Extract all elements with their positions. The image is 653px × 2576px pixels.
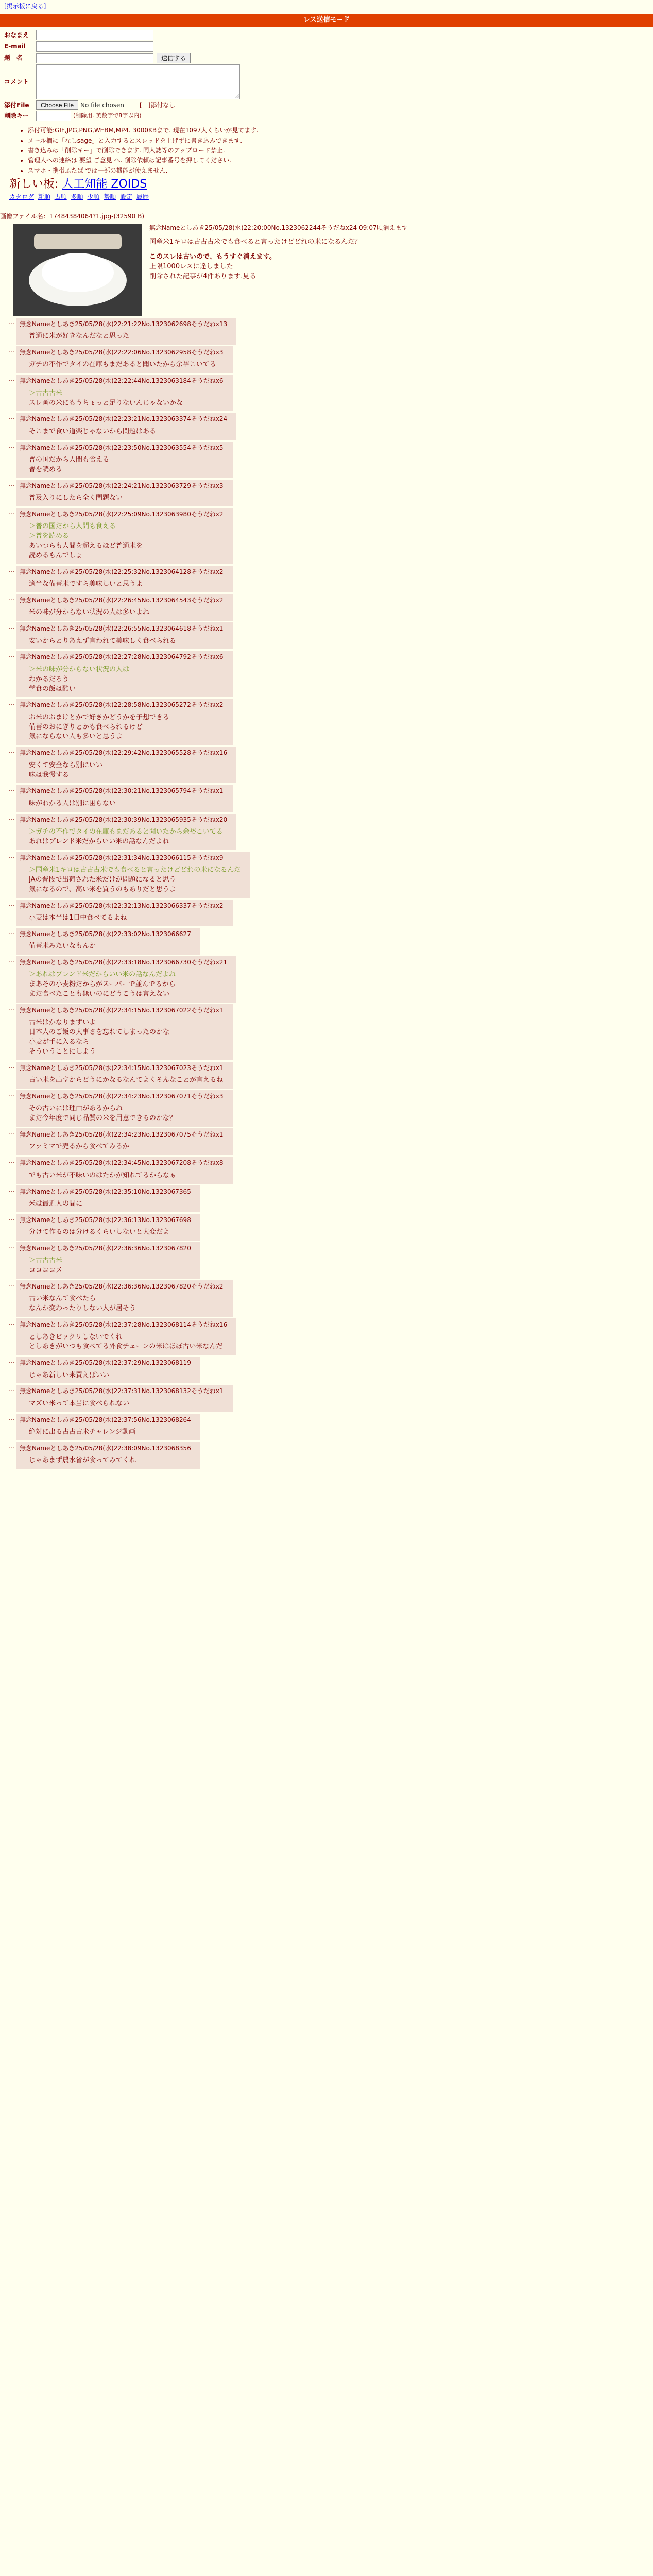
post-header[interactable]: 無念Nameとしあき25/05/28(水)22:36:36No.1323067820そうだねx2 [20,1283,224,1291]
post-line: としあきがいつも食べてる外食チェーンの米はほぼ古い米なんだ [29,1343,223,1351]
post-line: 味は我慢する [29,771,70,779]
post-body [29,713,224,742]
post-header[interactable]: 無念Nameとしあき25/05/28(水)22:27:28No.1323064792そうだねx6 [20,653,224,661]
post-header[interactable]: 無念Nameとしあき25/05/28(水)22:35:10No.1323067365 [20,1188,191,1195]
post-box [16,1062,233,1089]
post-line: 安くて安全なら別にいい [29,761,103,769]
post-line: 学食の飯は酷い [29,685,76,693]
name-input[interactable] [36,30,153,40]
name-label: おなまえ [4,31,29,39]
post-row [0,413,653,439]
post-dots: … [8,594,14,602]
password-note: (削除用. 英数字で8字以内) [73,112,142,120]
post-box [16,1214,200,1241]
post-row [0,699,653,745]
post-box [16,1280,233,1317]
post-body [29,827,227,847]
post-body [29,580,224,589]
post-box [16,1385,233,1412]
post-line: 読めるもんでしょ [29,551,83,560]
op-header: 無念Nameとしあき25/05/28(水)22:20:00No.1323062244そうだねx24 09:07頃消えます [149,224,408,231]
post-box [16,346,233,373]
post-line: マズい米って本当に食べられない [29,1399,130,1408]
post-header[interactable]: 無念Nameとしあき25/05/28(水)22:37:28No.1323068114そうだねx16 [20,1321,228,1329]
post-header[interactable]: 無念Nameとしあき25/05/28(水)22:29:42No.1323065528そうだねx16 [20,749,228,757]
post-box [16,1242,200,1279]
post-header[interactable]: 無念Nameとしあき25/05/28(水)22:30:21No.1323065794そうだねx1 [20,787,224,795]
post-header[interactable]: 無念Nameとしあき25/05/28(水)22:26:55No.1323064618そうだねx1 [20,625,224,633]
post-box [16,785,233,811]
post-line: 備蓄のおにぎりとかも食べられるけど [29,723,143,731]
post-header[interactable]: 無念Nameとしあき25/05/28(水)22:37:56No.1323068264 [20,1416,191,1423]
mode-bar: レス送信モード [0,14,653,27]
post-line: あいつらも人間を超えるほど普通米を [29,542,143,550]
post-line: 古い米なんて食べたら [29,1295,96,1303]
password-label: 削除キー [4,112,29,120]
post-quote: ＞古古古米 [29,1257,63,1265]
post-line: 備蓄米みたいなもんか [29,942,96,951]
post-body [29,1142,224,1152]
post-body [29,1199,191,1209]
post-body [29,1333,227,1352]
post-header[interactable]: 無念Nameとしあき25/05/28(水)22:34:23No.1323067075そうだねx1 [20,1131,224,1139]
op-rice-image[interactable] [13,224,142,316]
post-dots: … [8,785,14,793]
post-body [29,1171,224,1181]
post-quote: ＞普を読める [29,532,70,540]
op-file-line: 画像ファイル名：17484384064?1.jpg-(32590 B) [0,213,145,221]
post-row [0,900,653,926]
post-box [16,900,233,926]
post-header[interactable]: 無念Nameとしあき25/05/28(水)22:21:22No.1323062698そうだねx13 [20,320,228,328]
sort-few-link[interactable]: 少順 [87,193,100,201]
post-line: じゃあまず農水省が食ってみてくれ [29,1456,136,1465]
post-body [29,427,227,437]
post-body [29,608,224,618]
post-dots: … [8,747,14,755]
info-item: • 書き込みは「削除キー」で削除できます. 同人誌等のアップロード禁止. [28,146,653,155]
post-box [16,651,233,697]
post-body [29,389,224,409]
post-line: じゃあ新しい米買えばいい [29,1371,110,1379]
post-dots: … [8,442,14,449]
post-line: 適当な備蓄米ですら美味しいと思うよ [29,580,143,588]
post-box [16,1414,200,1440]
post-box [16,1004,233,1060]
post-line: そういうことにしよう [29,1047,96,1056]
post-line: 味がわかる人は別に困らない [29,799,116,807]
post-body [29,494,224,503]
password-row [4,111,653,121]
post-line: まだ食べたことも無いのにどうこうは言えない [29,990,170,998]
post-body [29,1294,224,1314]
op-line: 国産米1キロは古古古米でも食べると言ったけどどれの米になるんだ？ [149,238,362,246]
post-dots: … [8,1157,14,1165]
post-dots: … [8,651,14,659]
post-box [16,814,236,850]
post-line: 普通に米が好きなんだなと思った [29,332,130,341]
password-input[interactable] [36,111,71,121]
back-link-row [0,0,653,13]
op-line: このスレは古いので、もうすぐ消えます。 [149,253,276,261]
choose-file-button[interactable]: Choose File [36,100,78,110]
post-box [16,1128,233,1155]
post-header[interactable]: 無念Nameとしあき25/05/28(水)22:23:50No.1323063554そうだねx5 [20,444,224,451]
file-label: 添付File [4,101,29,109]
post-body [29,799,224,809]
comment-row [4,64,653,99]
post-header[interactable]: 無念Nameとしあき25/05/28(水)22:36:36No.1323067820 [20,1244,191,1252]
post-row [0,852,653,898]
post-row [0,375,653,411]
post-dots: … [8,900,14,907]
post-body [29,866,240,895]
post-row [0,651,653,697]
post-row [0,956,653,1003]
post-row [0,594,653,621]
name-row [4,30,653,40]
op-text [149,224,408,316]
post-header[interactable]: 無念Nameとしあき25/05/28(水)22:24:21No.1323063729そうだねx3 [20,482,224,489]
post-dots: … [8,413,14,421]
back-to-board-link[interactable]: [掲示板に戻る] [4,3,46,10]
op-line: 上限1000レスに達しました [149,262,233,270]
post-row [0,747,653,783]
post-header[interactable]: 無念Nameとしあき25/05/28(水)22:34:15No.1323067022そうだねx1 [20,1006,224,1014]
post-row [0,1318,653,1355]
post-row [0,814,653,850]
subject-row [4,53,653,63]
post-box [16,1442,200,1469]
post-header[interactable]: 無念Nameとしあき25/05/28(水)22:36:13No.1323067698 [20,1216,191,1224]
post-line: まあその小麦粉だからがスーパーで並んでるから [29,980,176,989]
post-line: そこまで食い道楽じゃないから問題はある [29,427,157,435]
info-item: • 添付可能:GIF,JPG,PNG,WEBM,MP4. 3000KBまで. 現在1097人くらいが見てます. [28,126,653,135]
post-line: 古い米を出すからどうにかなるなんてよくそんなことが言えるね [29,1076,224,1084]
post-line: ファミマで売るから食べてみるか [29,1143,129,1151]
post-line: 小麦は本当は1日中食べてるよね [29,913,127,922]
op-line: 削除された記事が4件あります.見る [149,272,256,280]
post-line: 普を読める [29,465,63,473]
post-line: わかるだろう [29,675,70,683]
post-row [0,1357,653,1383]
post-header[interactable]: 無念Nameとしあき25/05/28(水)22:34:23No.1323067071そうだねx3 [20,1092,224,1100]
post-row [0,442,653,478]
post-header[interactable]: 無念Nameとしあき25/05/28(水)22:34:45No.1323067208そうだねx8 [20,1159,224,1167]
post-dots: … [8,1385,14,1393]
post-row [0,318,653,345]
post-body [29,455,224,475]
subject-label: 題 名 [4,54,23,62]
category-links [9,193,653,201]
post-line: JAの普段で出荷された米だけが問題になると思う [29,875,176,884]
post-dots: … [8,1090,14,1098]
post-line: ガチの不作でタイの在庫もまだあると聞いたから余裕こいてる [29,361,216,369]
post-body [29,522,224,561]
post-line: 日本人のご飯の大事さを忘れてしまったのかな [29,1028,170,1037]
post-row [0,622,653,649]
post-row [0,1128,653,1155]
post-dots: … [8,566,14,573]
post-dots: … [8,318,14,326]
settings-link[interactable]: 設定 [120,193,133,201]
post-dots: … [8,814,14,821]
post-line: 気にならない人も多いと思うよ [29,733,123,741]
post-dots: … [8,1319,14,1327]
sort-old-link[interactable]: 古順 [54,193,67,201]
post-body [29,332,227,342]
post-header[interactable]: 無念Nameとしあき25/05/28(水)22:31:34No.1323066115そうだねx9 [20,854,224,861]
post-body [29,942,191,952]
post-line: 小麦が手に入るなら [29,1038,90,1046]
post-dots: … [8,1062,14,1070]
history-link[interactable]: 履歴 [136,193,149,201]
post-row [0,1242,653,1279]
post-body [29,913,224,923]
email-input[interactable] [36,41,153,52]
post-dots: … [8,1357,14,1365]
post-row [0,1442,653,1469]
post-header[interactable]: 無念Nameとしあき25/05/28(水)22:30:39No.1323065935そうだねx20 [20,816,228,823]
post-quote: ＞古古古米 [29,389,63,397]
post-header[interactable]: 無念Nameとしあき25/05/28(水)22:23:21No.1323063374そうだねx24 [20,415,228,423]
post-box [16,442,233,478]
post-row [0,1157,653,1183]
post-box [16,1318,236,1355]
post-line: 普の国だから人間も食える [29,456,110,464]
post-body [29,360,224,370]
post-row [0,566,653,592]
post-dots: … [8,480,14,487]
post-dots: … [8,1214,14,1222]
post-quote: ＞国産米1キロは古古古米でも食べると言ったけどどれの米になるんだ [29,866,241,874]
info-item: • スマホ・携帯ふたば では一部の機能が使えません. [28,166,653,175]
post-body [29,1371,191,1381]
post-dots: … [8,1185,14,1193]
post-header[interactable]: 無念Nameとしあき25/05/28(水)22:28:58No.1323065272そうだねx2 [20,701,224,709]
post-box [16,956,236,1003]
email-row [4,41,653,52]
post-box [16,508,233,564]
post-line: 普及入りにしたら全く問題ない [29,494,123,502]
post-row [0,508,653,564]
post-row [0,1062,653,1089]
post-body [29,1256,191,1276]
post-line: あれはブレンド米だからいい米の話なんだよね [29,837,169,845]
post-dots: … [8,347,14,354]
post-body [29,1018,224,1057]
post-dots: … [8,1442,14,1450]
post-body [29,1076,224,1086]
op-post [0,212,653,316]
post-line: まだ今年度で同じ品質の米を用意できるのかな？ [29,1114,177,1123]
info-list [19,126,653,175]
post-header[interactable]: 無念Nameとしあき25/05/28(水)22:34:15No.1323067023そうだねx1 [20,1064,224,1072]
post-line: 分けて作るのは分けるくらいしないと大変だよ [29,1228,170,1236]
post-line: でも古い米が不味いのはたかが知れてるからなぁ [29,1171,177,1179]
post-box [16,594,233,621]
post-body [29,970,227,999]
post-quote: ＞普の国だから人間も食える [29,522,116,531]
post-dots: … [8,1281,14,1289]
post-box [16,413,236,439]
post-dots: … [8,928,14,936]
post-row [0,1004,653,1060]
post-dots: … [8,375,14,383]
submit-button[interactable]: 送信する [157,53,191,63]
no-file-checkbox[interactable]: [ ]添付なし [140,101,176,109]
sort-new-link[interactable]: 新順 [38,193,50,201]
catalog-link[interactable]: カタログ [9,193,35,201]
post-header[interactable]: 無念Nameとしあき25/05/28(水)22:25:32No.1323064128そうだねx2 [20,568,224,575]
post-dots: … [8,1129,14,1137]
comment-label: コメント [4,78,29,86]
post-body [29,1456,191,1466]
post-line: 古米はかなりまずいよ [29,1019,96,1027]
post-header[interactable]: 無念Nameとしあき25/05/28(水)22:33:18No.1323066730そうだねx21 [20,959,228,967]
post-header[interactable]: 無念Nameとしあき25/05/28(水)22:25:09No.1323063980そうだねx2 [20,510,224,518]
post-header[interactable]: 無念Nameとしあき25/05/28(水)22:32:13No.1323066337そうだねx2 [20,902,224,909]
post-box [16,566,233,592]
post-row [0,1414,653,1440]
post-dots: … [8,957,14,964]
post-body [29,637,224,647]
post-box [16,852,250,898]
post-row [0,785,653,811]
post-row [0,928,653,955]
post-header[interactable]: 無念Nameとしあき25/05/28(水)22:22:44No.1323063184そうだねx6 [20,377,224,385]
post-list [0,318,653,1469]
post-dots: … [8,852,14,859]
post-line: ココココメ [29,1266,63,1275]
post-box [16,480,233,506]
post-row [0,1214,653,1241]
post-dots: … [8,699,14,707]
post-box [16,375,233,411]
post-line: としあきビックリしないでくれ [29,1333,123,1341]
post-quote: ＞ガチの不作でタイの在庫もまだあると聞いたから余裕こいてる [29,827,223,836]
post-box [16,1357,200,1383]
comment-textarea[interactable] [36,64,240,99]
post-row [0,1185,653,1212]
post-box [16,1090,233,1127]
email-label: E-mail [4,42,26,50]
info-item: • 管理人への連絡は 要望 ご意見 へ. 削除依頼は記事番号を押してください. [28,156,653,165]
post-dots: … [8,508,14,516]
post-body [29,665,224,694]
post-line: スレ画の米にもうちょっと足りないんじゃないかな [29,399,183,407]
post-row [0,1090,653,1127]
post-line: 安いからとりあえず言われて美味しく食べられる [29,637,177,645]
post-header[interactable]: 無念Nameとしあき25/05/28(水)22:22:06No.1323062958そうだねx3 [20,349,224,357]
post-row [0,480,653,506]
sort-many-link[interactable]: 多順 [71,193,83,201]
sort-momentum-link[interactable]: 勢順 [104,193,116,201]
post-body [29,1399,224,1409]
post-header[interactable]: 無念Nameとしあき25/05/28(水)22:37:31No.1323068132そうだねx1 [20,1387,224,1395]
post-line: 米の味が分からない状況の人は多いよね [29,608,150,617]
post-body [29,761,227,781]
file-status: No file chosen [80,101,125,109]
post-line: お米のおまけとかで好きかどうかを予想できる [29,713,170,721]
post-line: 気になるので、高い米を買うのもありだと思うよ [29,885,176,893]
file-row [4,100,653,110]
post-quote: ＞米の味が分からない状況の人は [29,665,130,673]
post-form [4,30,653,121]
post-dots: … [8,623,14,631]
post-box [16,928,200,955]
post-header[interactable]: 無念Nameとしあき25/05/28(水)22:33:02No.1323066627 [20,930,191,938]
new-board-link[interactable]: 人工知能 ZOIDS [62,178,147,191]
post-header[interactable]: 無念Nameとしあき25/05/28(水)22:26:45No.1323064543そうだねx2 [20,596,224,604]
info-item: • メール欄に「なしsage」と入力するとスレッドを上げずに書き込みできます. [28,137,653,145]
post-line: 米は最近人の間に [29,1199,83,1208]
post-box [16,622,233,649]
post-row [0,1385,653,1412]
post-box [16,747,236,783]
post-line: その古いには理由があるからね [29,1105,123,1113]
post-box [16,1185,200,1212]
post-header[interactable]: 無念Nameとしあき25/05/28(水)22:38:09No.1323068356 [20,1444,191,1452]
post-line: 絶対に出る古古古米チャレンジ動画 [29,1428,135,1436]
post-body [29,1428,191,1437]
post-box [16,699,233,745]
post-dots: … [8,1004,14,1012]
post-row [0,346,653,373]
post-box [16,1157,233,1183]
subject-input[interactable] [36,53,153,63]
post-body [29,1228,191,1238]
post-quote: ＞あれはブレンド米だからいい米の話なんだよね [29,971,176,979]
post-row [0,1280,653,1317]
post-header[interactable]: 無念Nameとしあき25/05/28(水)22:37:29No.1323068119 [20,1359,191,1367]
post-body [29,1104,224,1124]
post-dots: … [8,1414,14,1421]
post-box [16,318,236,345]
post-line: なんか変わったりしない人が居そう [29,1304,136,1313]
post-dots: … [8,1242,14,1250]
new-board-row [9,176,653,193]
new-board-label: 新しい板: [9,178,59,191]
